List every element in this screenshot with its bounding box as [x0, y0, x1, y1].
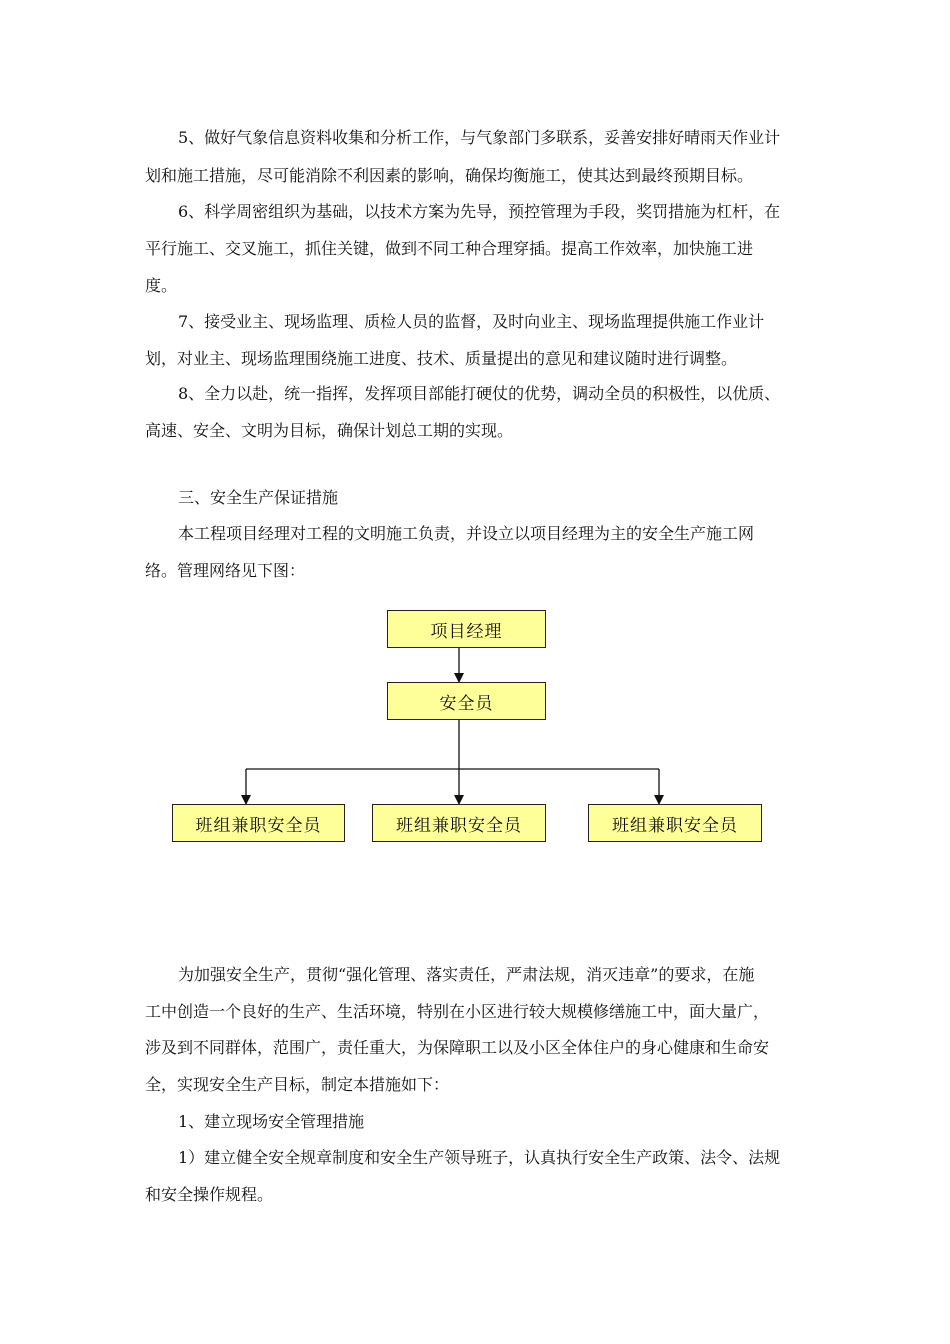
intro-line-2: 络。管理网络见下图：	[145, 561, 306, 580]
after-para-line-1: 为加强安全生产，贯彻“强化管理、落实责任，严肃法规，消灭违章”的要求，在施	[178, 965, 755, 984]
section-title: 三、安全生产保证措施	[178, 488, 339, 507]
org-box-team-safety-3	[588, 804, 762, 842]
org-box-project-manager	[387, 610, 546, 648]
org-box-safety-officer	[387, 682, 546, 720]
para-5-line-2: 划和施工措施，尽可能消除不利因素的影响，确保均衡施工，使其达到最终预期目标。	[145, 166, 754, 185]
para-6-line-3: 度。	[145, 276, 178, 295]
org-label-safety-officer: 安全员	[439, 693, 494, 714]
para-7-line-2: 划，对业主、现场监理围绕施工进度、技术、质量提出的意见和建议随时进行调整。	[145, 349, 738, 368]
after-para-line-3: 涉及到不同群体，范围广，责任重大，为保障职工以及小区全体住户的身心健康和生命安	[145, 1038, 770, 1057]
para-6-line-2: 平行施工、交叉施工，抓住关键，做到不同工种合理穿插。提高工作效率，加快施工进	[145, 239, 754, 258]
para-6-line-1: 6、科学周密组织为基础，以技术方案为先导，预控管理为手段，奖罚措施为杠杆，在	[178, 202, 781, 221]
para-8-line-2: 高速、安全、文明为目标，确保计划总工期的实现。	[145, 421, 514, 440]
intro-line-1: 本工程项目经理对工程的文明施工负责，并设立以项目经理为主的安全生产施工网	[178, 524, 755, 543]
para-8-line-1: 8、全力以赴，统一指挥，发挥项目部能打硬仗的优势，调动全员的积极性，以优质、	[178, 384, 781, 403]
org-label-team-safety-2: 班组兼职安全员	[396, 815, 522, 836]
after-para-line-4: 全，实现安全生产目标，制定本措施如下：	[145, 1075, 450, 1094]
org-label-project-manager: 项目经理	[430, 621, 503, 642]
para-7-line-1: 7、接受业主、现场监理、质检人员的监督，及时向业主、现场监理提供施工作业计	[178, 312, 765, 331]
para-5-line-1: 5、做好气象信息资料收集和分析工作，与气象部门多联系，妥善安排好晴雨天作业计	[178, 128, 781, 147]
item-1-line-1: 1）建立健全安全规章制度和安全生产领导班子，认真执行安全生产政策、法令、法规	[178, 1148, 781, 1167]
item-1-line-2: 和安全操作规程。	[145, 1185, 274, 1204]
org-box-team-safety-1	[172, 804, 345, 842]
org-box-team-safety-2	[372, 804, 546, 842]
after-para-line-2: 工中创造一个良好的生产、生活环境，特别在小区进行较大规模修缮施工中，面大量广，	[145, 1002, 770, 1021]
org-label-team-safety-1: 班组兼职安全员	[195, 815, 322, 836]
subheading-1: 1、建立现场安全管理措施	[178, 1112, 365, 1131]
org-label-team-safety-3: 班组兼职安全员	[612, 815, 738, 836]
